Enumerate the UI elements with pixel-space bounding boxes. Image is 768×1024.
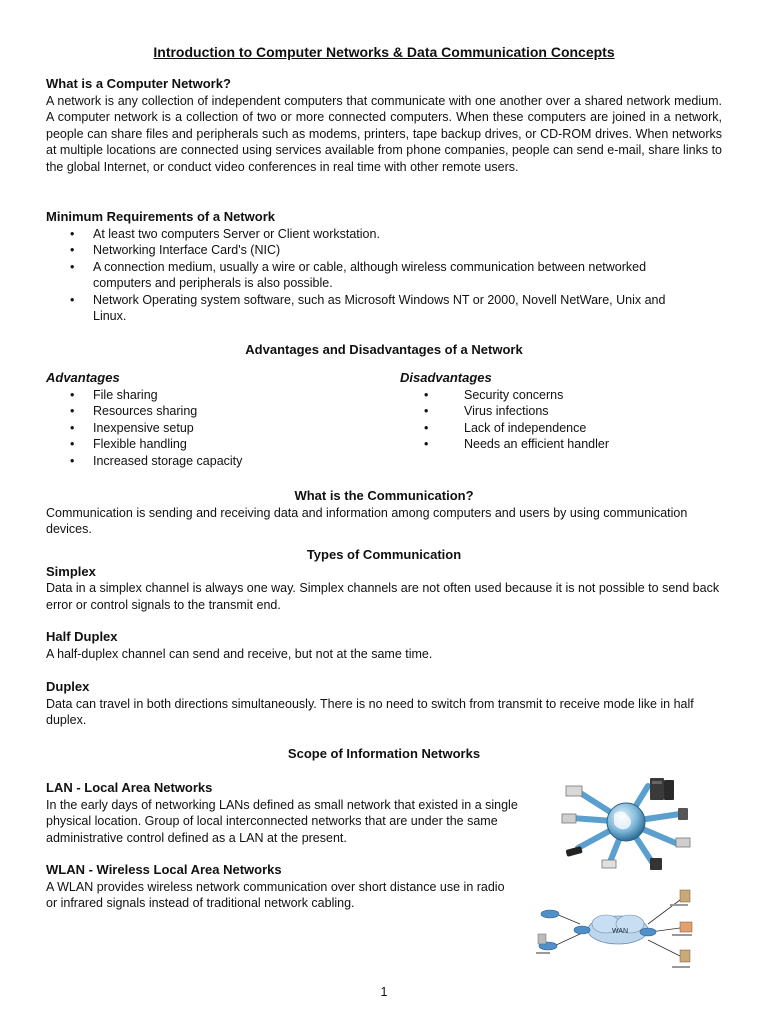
section-adv-disadv	[46, 342, 722, 359]
list-item: • Needs an efficient handler	[400, 436, 730, 453]
list-item: • Increased storage capacity	[46, 453, 376, 470]
disadvantages-column	[400, 370, 730, 453]
section-heading: Types of Communication	[306, 547, 462, 562]
list-item: • A connection medium, usually a wire or cable, although wireless communication between networked computers and peripherals is also possible.	[46, 259, 722, 292]
advantages-column	[46, 370, 376, 469]
section-heading: Minimum Requirements of a Network	[46, 209, 275, 224]
half-duplex-body: A half-duplex channel can send and receive, but not at the same time.	[46, 646, 433, 661]
list-item: • Flexible handling	[46, 436, 376, 453]
lan-body: In the early days of networking LANs defined as small network that existed in a single physical location. Group of local interconnected networks that are under the same administrative control defined as a LAN at the present.	[46, 797, 518, 845]
wlan-body: A WLAN provides wireless network communication over short distance use in radio or infrared signals instead of traditional network cabling.	[46, 879, 505, 910]
wan-label: WAN	[612, 928, 629, 935]
list-item: • Security concerns	[400, 387, 730, 404]
document-title: Introduction to Computer Networks & Data Communication Concepts	[153, 44, 615, 60]
section-what-is-network	[46, 76, 722, 175]
list-item: • Lack of independence	[400, 420, 730, 437]
section-scope	[46, 746, 722, 763]
disadvantages-list	[400, 387, 730, 453]
wan-network-illustration	[530, 884, 714, 972]
half-duplex-heading: Half Duplex	[46, 629, 118, 644]
list-item: • Resources sharing	[46, 403, 376, 420]
section-heading: What is the Communication?	[294, 488, 474, 503]
simplex-body: Data in a simplex channel is always one way. Simplex channels are not often used because it is not possible to send back error or control signals to the transmit end.	[46, 581, 720, 612]
section-half-duplex	[46, 629, 722, 662]
list-item: • At least two computers Server or Client workstation.	[46, 226, 722, 243]
section-body: Communication is sending and receiving data and information among computers and users by using communication devices.	[46, 505, 688, 536]
section-types	[46, 547, 722, 613]
simplex-heading: Simplex	[46, 563, 96, 579]
duplex-body: Data can travel in both directions simultaneously. There is no need to switch from transmit to receive mode like in half duplex.	[46, 696, 694, 727]
list-item: • Network Operating system software, such as Microsoft Windows NT or 2000, Novell NetWare, Unix and Linux.	[46, 292, 722, 325]
disadvantages-label: Disadvantages	[400, 370, 492, 385]
section-lan	[46, 780, 540, 846]
advantages-label: Advantages	[46, 370, 120, 385]
list-item: • Virus infections	[400, 403, 730, 420]
page-number: 1	[380, 985, 388, 999]
list-item: • File sharing	[46, 387, 376, 404]
list-item: • Inexpensive setup	[46, 420, 376, 437]
section-heading: Scope of Information Networks	[287, 746, 481, 761]
section-duplex	[46, 679, 722, 729]
section-heading: Advantages and Disadvantages of a Network	[245, 342, 523, 357]
list-item: • Networking Interface Card's (NIC)	[46, 242, 722, 259]
section-body: A network is any collection of independent computers that communicate with one another over a shared network medium. A computer network is a collection of two or more connected computers. When these computers are joined in a network, people can share files and peripherals such as modems, printers, tape backup drives, or CD-ROM drives. When networks at multiple locations are connected using services available from phone companies, people can send e-mail, share links to the global Internet, or conduct video conferences in real time with other remote users.	[46, 93, 722, 174]
requirements-list	[46, 226, 722, 325]
lan-network-illustration	[552, 774, 700, 874]
advantages-list	[46, 387, 376, 470]
section-communication	[46, 488, 722, 538]
section-wlan	[46, 862, 506, 912]
wlan-heading: WLAN - Wireless Local Area Networks	[46, 862, 282, 877]
duplex-heading: Duplex	[46, 679, 90, 694]
lan-heading: LAN - Local Area Networks	[46, 780, 213, 795]
section-min-requirements	[46, 209, 722, 325]
section-heading: What is a Computer Network?	[46, 76, 231, 91]
